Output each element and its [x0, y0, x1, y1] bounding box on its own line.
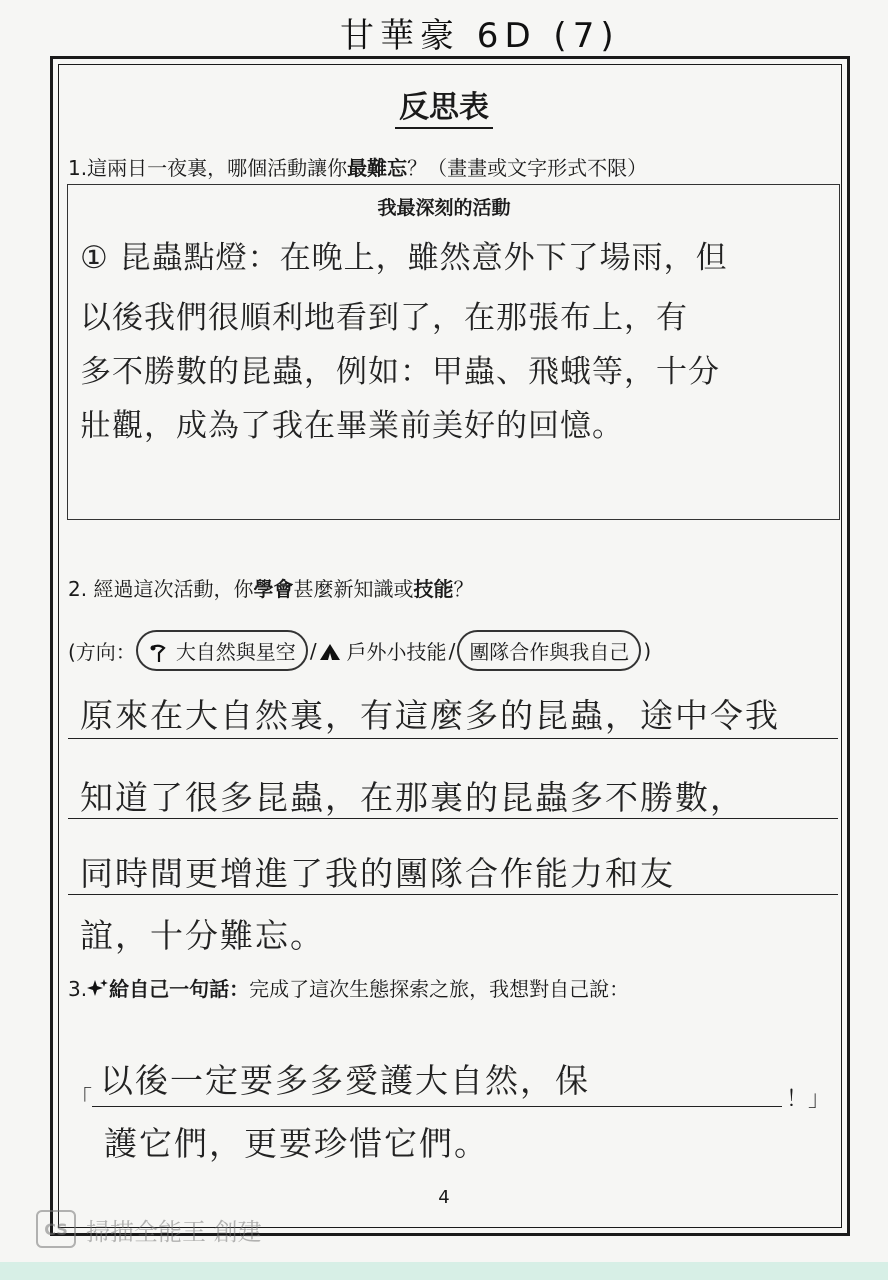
- q1-answer-line: ① 昆蟲點燈：在晚上，雖然意外下了場雨，但: [80, 240, 728, 276]
- page-number: 4: [438, 1187, 450, 1208]
- q1-box-title: 我最深刻的活動: [377, 197, 511, 219]
- answer-rule: [68, 818, 838, 819]
- question-2: 2. 經過這次活動，你學會甚麼新知識或技能？: [68, 577, 474, 601]
- sparkle-icon: [87, 978, 109, 998]
- q1-answer-line: 壯觀，成為了我在畢業前美好的回憶。: [80, 408, 624, 444]
- option-outdoor-skills: 戶外小技能: [346, 640, 447, 664]
- option-teamwork-circled: 團隊合作與我自己: [457, 630, 641, 671]
- tent-icon: [319, 641, 341, 661]
- q3-answer-line: 以後一定要多多愛護大自然，保: [100, 1061, 590, 1100]
- direction-label: (方向：: [68, 640, 136, 664]
- q2-answer-line: 知道了很多昆蟲，在那裏的昆蟲多不勝數，: [80, 778, 745, 817]
- question-1: 1.這兩日一夜裏，哪個活動讓你最難忘？（畫畫或文字形式不限）: [68, 156, 648, 180]
- option-nature-stars-circled: 大自然與星空: [136, 630, 308, 671]
- q2-answer-line: 誼，十分難忘。: [80, 916, 325, 955]
- q2-answer-line: 原來在大自然裏，有這麼多的昆蟲，途中令我: [80, 696, 780, 735]
- form-title: 反思表: [0, 82, 888, 126]
- q3-answer-line: 護它們，更要珍惜它們。: [104, 1124, 489, 1163]
- camscanner-logo-icon: CS: [36, 1210, 76, 1248]
- direction-options: (方向： 大自然與星空 / 戶外小技能 / 團隊合作與我自己 ): [68, 630, 651, 671]
- answer-rule: [68, 738, 838, 739]
- star-gazing-icon: [148, 644, 170, 664]
- scan-edge-strip: [0, 1262, 888, 1280]
- close-quote: ！」: [786, 1087, 831, 1112]
- scanner-watermark: CS 掃描全能王 創建: [36, 1210, 262, 1248]
- answer-rule: [68, 894, 838, 895]
- q1-answer-line: 多不勝數的昆蟲，例如：甲蟲、飛蛾等，十分: [80, 354, 720, 390]
- answer-rule: [92, 1106, 782, 1107]
- q1-answer-line: 以後我們很順利地看到了，在那張布上，有: [80, 300, 688, 336]
- q2-answer-line: 同時間更增進了我的團隊合作能力和友: [80, 854, 675, 893]
- student-name-class: 甘華豪 6D (7): [340, 16, 620, 56]
- question-3: 3. 給自己一句話：完成了這次生態探索之旅，我想對自己說：: [68, 977, 630, 1001]
- open-quote: 「: [70, 1087, 93, 1112]
